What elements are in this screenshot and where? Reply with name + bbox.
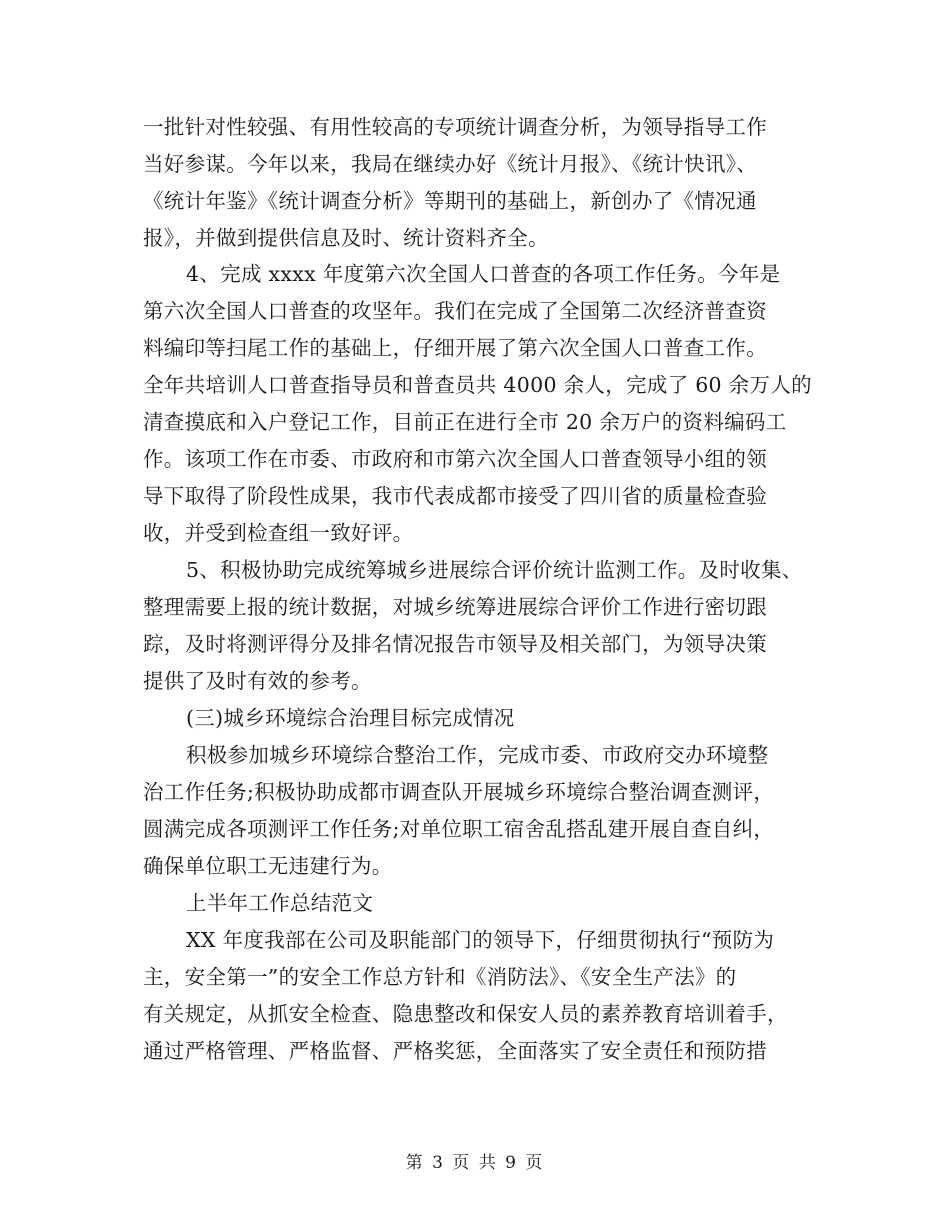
body-text-line: 当好参谋。今年以来，我局在继续办好《统计月报》、《统计快讯》、 [143, 152, 758, 176]
body-text-line: 料编印等扫尾工作的基础上，仔细开展了第六次全国人口普查工作。 [143, 336, 767, 360]
body-text-line: 有关规定，从抓安全检查、隐患整改和保安人员的素养教育培训着手， [143, 1002, 788, 1026]
body-text-line: 报》，并做到提供信息及时、统计资料齐全。 [143, 226, 549, 250]
body-text-line: 一批针对性较强、有用性较高的专项统计调查分析，为领导指导工作 [143, 115, 767, 139]
section-heading: (三)城乡环境综合治理目标完成情况 [186, 706, 515, 730]
body-text-line: 治工作任务;积极协助成都市调查队开展城乡环境综合整治调查测评， [143, 780, 775, 804]
body-text-line: 踪，及时将测评得分及排名情况报告市领导及相关部门，为领导决策 [143, 632, 767, 656]
body-text-line: 导下取得了阶段性成果，我市代表成都市接受了四川省的质量检查验 [143, 484, 767, 508]
page-number-footer: 第 3 页 共 9 页 [405, 1153, 545, 1173]
body-text-line: 5、积极协助完成统筹城乡进展综合评价统计监测工作。及时收集、 [186, 558, 803, 582]
body-text-line: 提供了及时有效的参考。 [143, 669, 372, 693]
body-text-line: 作。该项工作在市委、市政府和市第六次全国人口普查领导小组的领 [143, 447, 767, 471]
body-text-line: 确保单位职工无违建行为。 [143, 854, 393, 878]
body-text-line: 圆满完成各项测评工作任务;对单位职工宿舍乱搭乱建开展自查自纠， [143, 817, 775, 841]
body-text-line: 通过严格管理、严格监督、严格奖惩，全面落实了安全责任和预防措 [143, 1039, 767, 1063]
body-text-line: XX 年度我部在公司及职能部门的领导下，仔细贯彻执行“预防为 [186, 928, 775, 952]
body-text-line: 4、完成 xxxx 年度第六次全国人口普查的各项工作任务。今年是 [186, 262, 781, 286]
body-text-line: 整理需要上报的统计数据，对城乡统筹进展综合评价工作进行密切跟 [143, 595, 767, 619]
section-heading: 上半年工作总结范文 [186, 891, 374, 915]
body-text-line: 第六次全国人口普查的攻坚年。我们在完成了全国第二次经济普查资 [143, 299, 767, 323]
body-text-line: 积极参加城乡环境综合整治工作，完成市委、市政府交办环境整 [186, 743, 769, 767]
body-text-line: 主，安全第一”的安全工作总方针和《消防法》、《安全生产法》的 [143, 965, 737, 989]
body-text-line: 全年共培训人口普查指导员和普查员共 4000 余人，完成了 60 余万人的 [143, 373, 812, 397]
body-text-line: 收，并受到检查组一致好评。 [143, 521, 414, 545]
body-text-line: 《统计年鉴》《统计调查分析》等期刊的基础上，新创办了《情况通 [143, 189, 757, 213]
body-text-line: 清查摸底和入户登记工作，目前正在进行全市 20 余万户的资料编码工 [143, 410, 787, 434]
